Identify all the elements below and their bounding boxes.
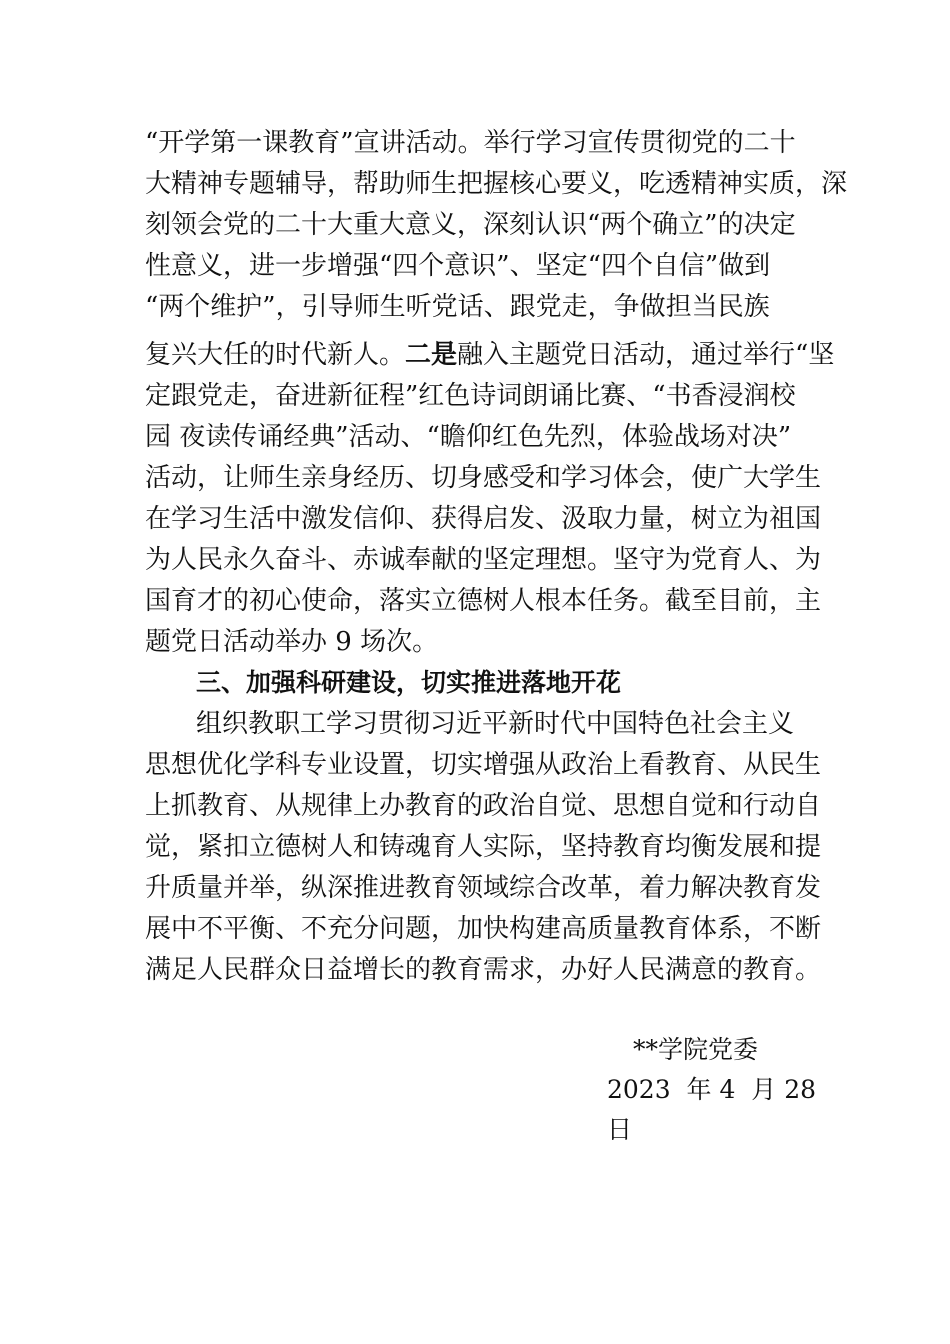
paragraph-1-line-2: 大精神专题辅导，帮助师生把握核心要义，吃透精神实质，深 (145, 169, 848, 199)
paragraph-3-line-3: 上抓教育、从规律上办教育的政治自觉、思想自觉和行动自 (145, 791, 822, 821)
section-heading: 三、加强科研建设，切实推进落地开花 (196, 668, 622, 697)
paragraph-2-line-6: 为人民永久奋斗、赤诚奉献的坚定理想。坚守为党育人、为 (145, 545, 822, 575)
paragraph-3-line-1: 组织教职工学习贯彻习近平新时代中国特色社会主义 (196, 709, 795, 739)
paragraph-2-prefix: 复兴大任的时代新人。 (145, 340, 406, 370)
paragraph-2-suffix: 融入主题党日活动，通过举行“坚 (457, 340, 835, 370)
paragraph-1-line-1: “开学第一课教育”宣讲活动。举行学习宣传贯彻党的二十 (145, 128, 796, 158)
paragraph-1-line-5: “两个维护”，引导师生听党话、跟党走，争做担当民族 (145, 292, 770, 322)
paragraph-2-line-1 (145, 336, 834, 374)
paragraph-3-line-2: 思想优化学科专业设置，切实增强从政治上看教育、从民生 (145, 750, 822, 780)
signature-date-line-1: 2023 年 4 月 28 (607, 1075, 817, 1104)
paragraph-2-line-3: 园 夜读传诵经典”活动、“瞻仰红色先烈，体验战场对决” (145, 422, 792, 452)
paragraph-3-line-5: 升质量并举，纵深推进教育领域综合改革，着力解决教育发 (145, 873, 822, 903)
paragraph-2-line-8: 题党日活动举办 9 场次。 (145, 627, 439, 657)
signature-org: **学院党委 (633, 1035, 759, 1064)
signature-date-line-2: 日 (607, 1115, 633, 1144)
paragraph-3-line-6: 展中不平衡、不充分问题，加快构建高质量教育体系，不断 (145, 914, 822, 944)
paragraph-2-line-4: 活动，让师生亲身经历、切身感受和学习体会，使广大学生 (145, 463, 822, 493)
paragraph-3-line-7: 满足人民群众日益增长的教育需求，办好人民满意的教育。 (145, 955, 822, 985)
paragraph-1-line-3: 刻领会党的二十大重大意义，深刻认识“两个确立”的决定 (145, 210, 796, 240)
emphasis-label: 二是 (405, 340, 458, 370)
paragraph-3-line-4: 觉，紧扣立德树人和铸魂育人实际，坚持教育均衡发展和提 (145, 832, 822, 862)
paragraph-2-line-7: 国育才的初心使命，落实立德树人根本任务。截至目前，主 (145, 586, 822, 616)
paragraph-2-line-5: 在学习生活中激发信仰、获得启发、汲取力量，树立为祖国 (145, 504, 822, 534)
paragraph-2-line-2: 定跟党走，奋进新征程”红色诗词朗诵比赛、“书香浸润校 (145, 381, 796, 411)
paragraph-1-line-4: 性意义，进一步增强“四个意识”、坚定“四个自信”做到 (145, 251, 771, 281)
